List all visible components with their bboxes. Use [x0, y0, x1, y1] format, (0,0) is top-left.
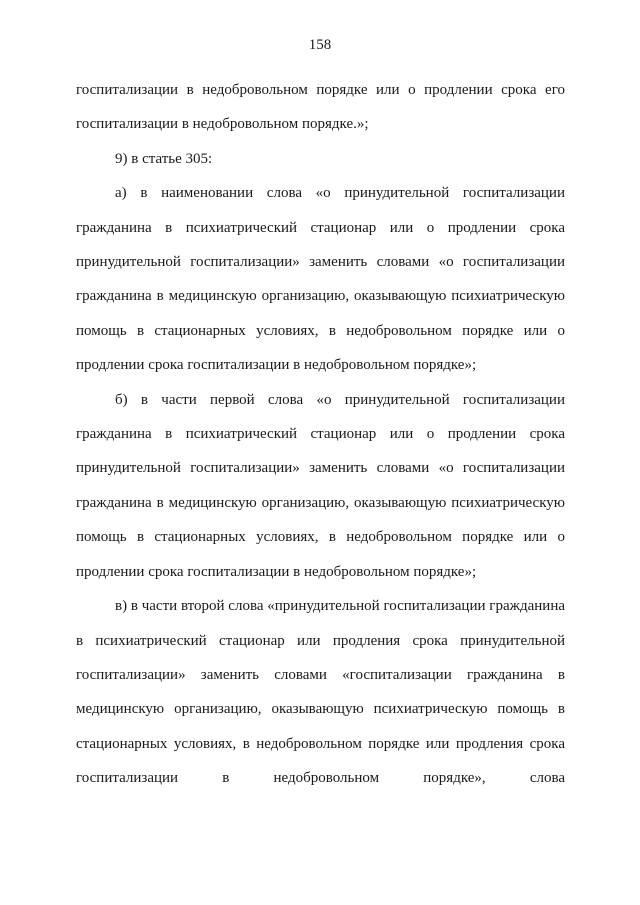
paragraph-subitem-v: в) в части второй слова «принудительной госпитализации гражданина в психиатрический стационар или продления срока принудительной госпитализации» заменить словами «госпитализации гражданина в медицинскую организацию, оказывающую психиатрическую помощь в стационарных условиях, в недобровольном порядке или продления срока госпитализации в недобровольном порядке», слова [76, 598, 565, 787]
document-body [76, 73, 565, 796]
paragraph-subitem-b: б) в части первой слова «о принудительной госпитализации гражданина в психиатрический стационар или о продлении срока принудительной госпитализации» заменить словами «о госпитализации гражданина в медицинскую организацию, оказывающую психиатрическую помощь в стационарных условиях, в недобровольном порядке или о продлении срока госпитализации в недобровольном порядке»; [76, 391, 565, 580]
page-number: 158 [308, 37, 332, 53]
paragraph-continuation: госпитализации в недобровольном порядке или о продлении срока его госпитализации в недобровольном порядке.»; [76, 82, 565, 133]
paragraph-subitem-a: а) в наименовании слова «о принудительной госпитализации гражданина в психиатрический стационар или о продлении срока принудительной госпитализации» заменить словами «о госпитализации гражданина в медицинскую организацию, оказывающую психиатрическую помощь в стационарных условиях, в недобровольном порядке или о продлении срока госпитализации в недобровольном порядке»; [76, 185, 565, 374]
paragraph-item-9: 9) в статье 305: [115, 150, 213, 167]
